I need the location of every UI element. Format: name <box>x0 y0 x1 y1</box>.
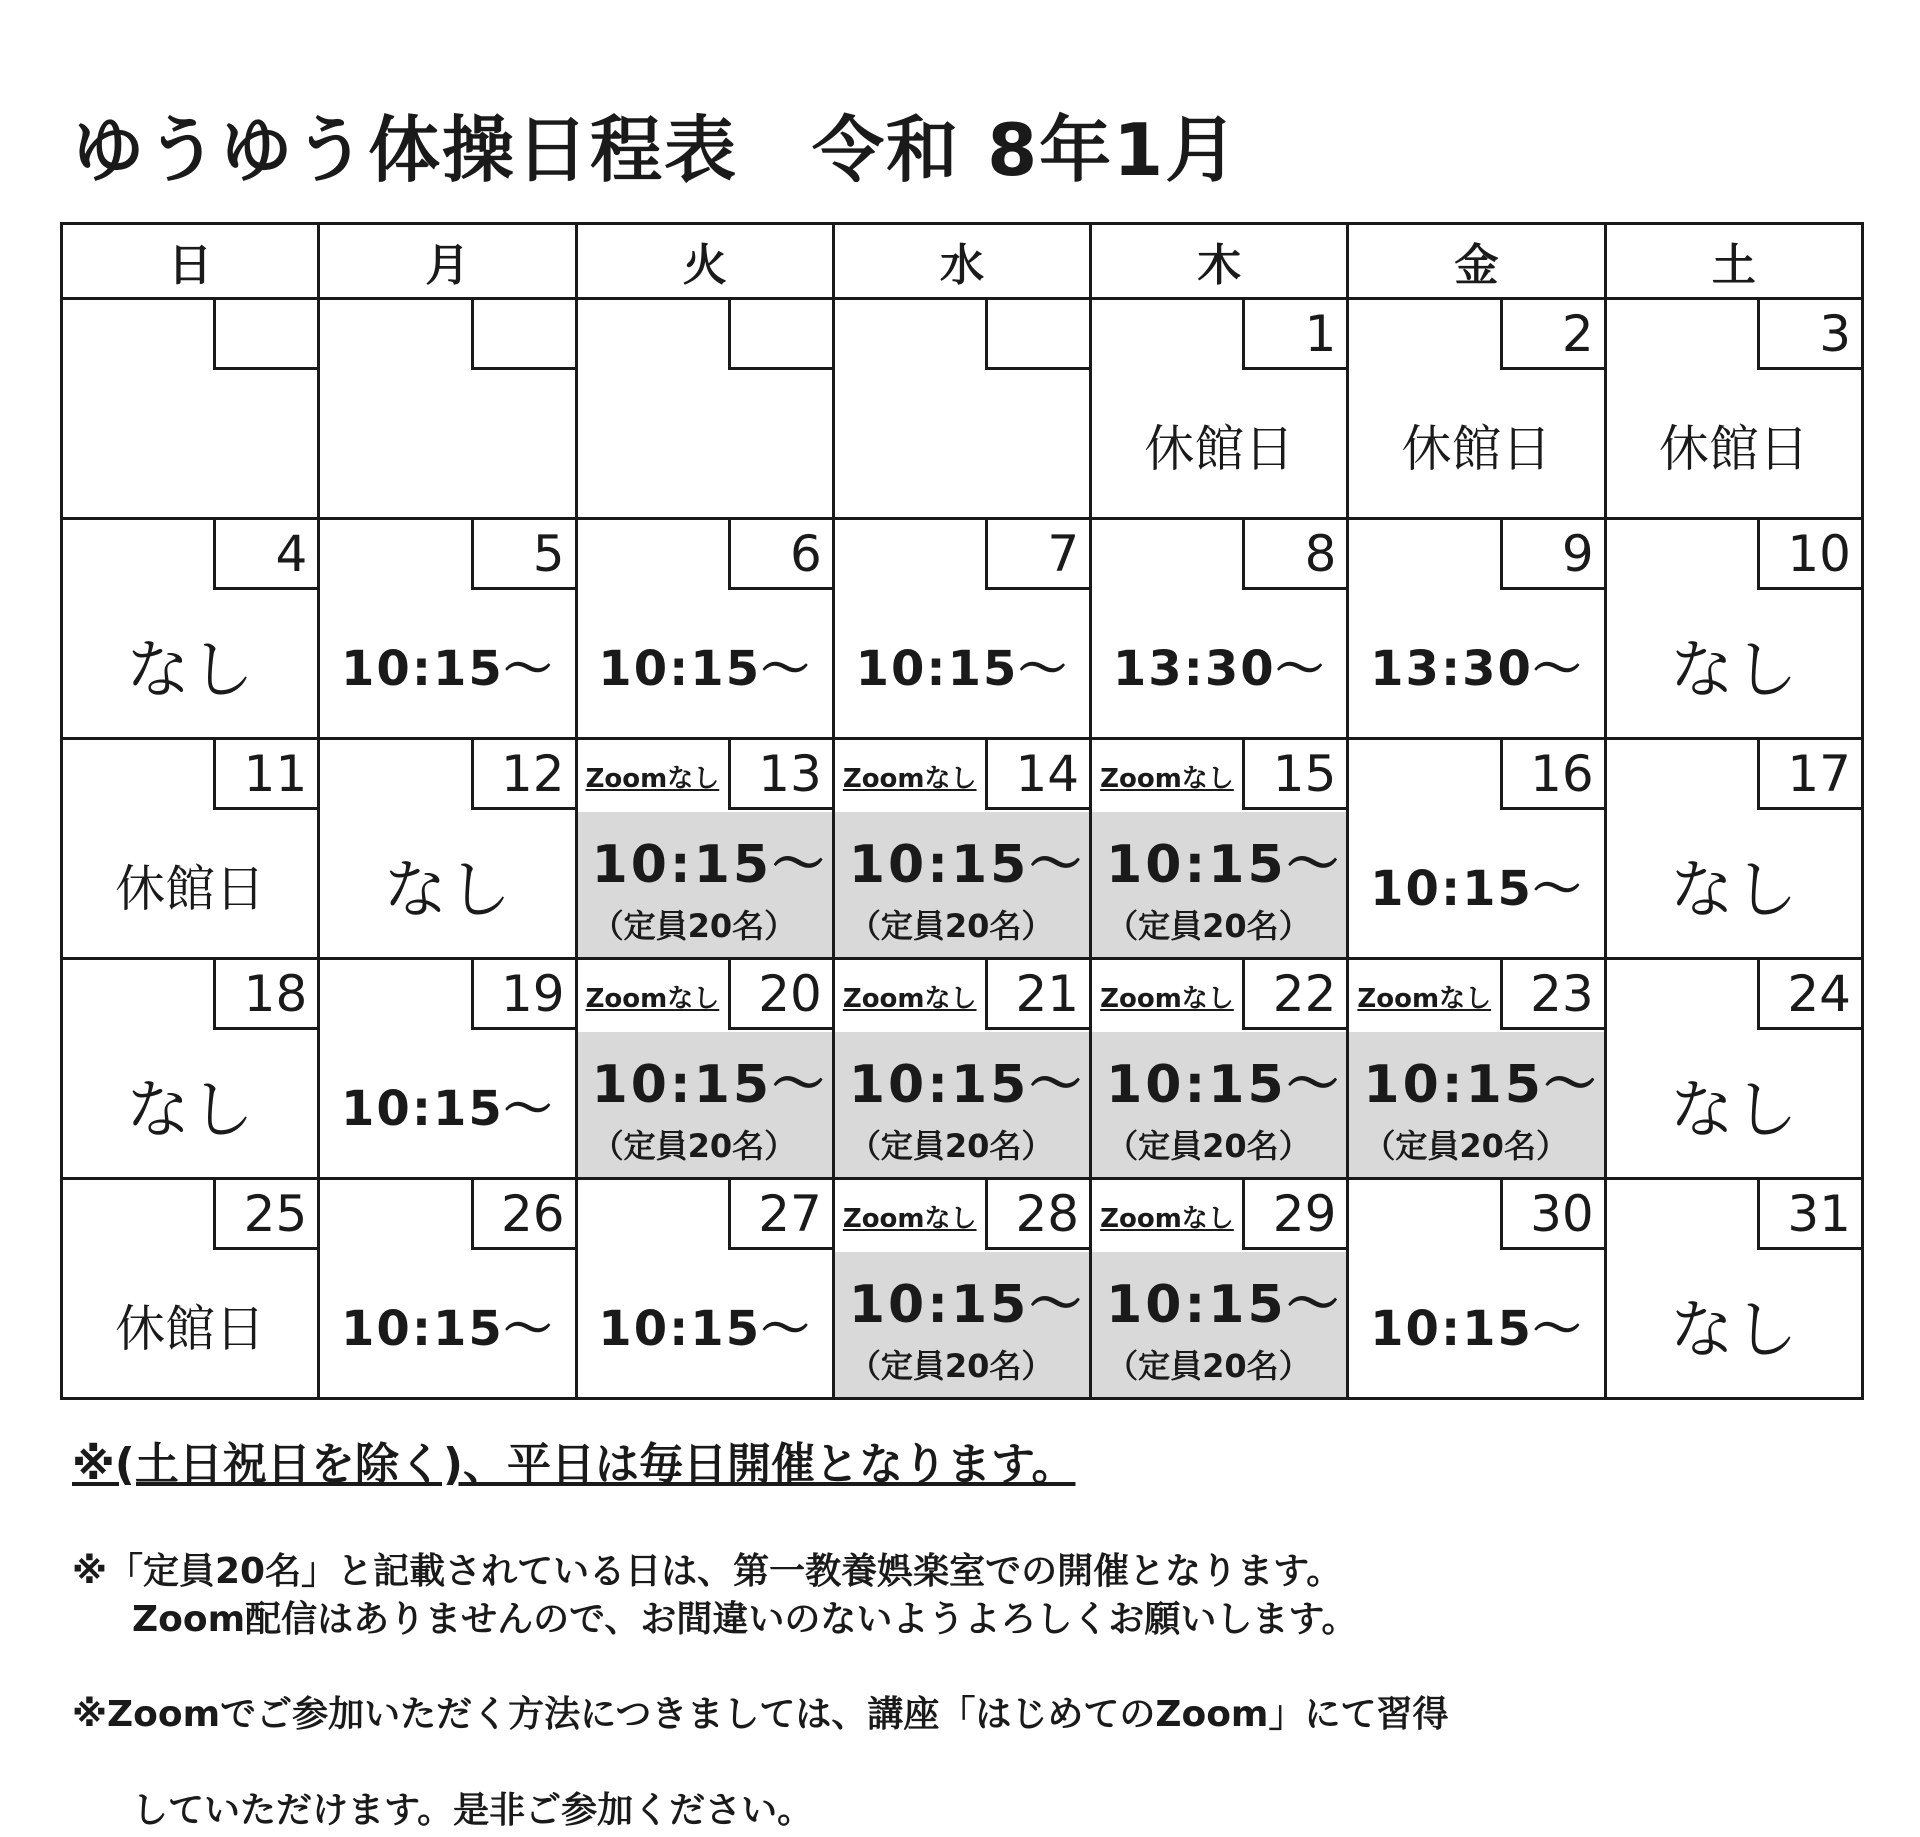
day-cell <box>576 959 833 1179</box>
day-cell-inner <box>320 960 574 1177</box>
day-content <box>63 1252 317 1397</box>
day-cell <box>1348 519 1605 739</box>
zoom-none-label: Zoomなし <box>585 764 720 794</box>
day-content <box>835 1252 1089 1397</box>
day-cell-inner <box>578 300 832 517</box>
day-content <box>1349 592 1603 737</box>
day-content <box>835 1032 1089 1177</box>
day-cell <box>1348 1179 1605 1399</box>
weekday-header: 月 <box>319 224 576 299</box>
capacity-text: （定員20名） <box>591 1127 797 1165</box>
day-cell <box>576 739 833 959</box>
day-content <box>63 592 317 737</box>
day-content <box>578 1032 832 1177</box>
day-content <box>1349 812 1603 957</box>
day-cell <box>62 519 319 739</box>
capacity-text: （定員20名） <box>591 907 797 945</box>
session-time: 10:15～ <box>848 835 1085 895</box>
day-content <box>1607 1032 1861 1177</box>
day-cell-inner <box>1092 960 1346 1177</box>
day-content <box>835 372 1089 517</box>
capacity-text: （定員20名） <box>1106 1347 1311 1385</box>
no-session-text: なし <box>1669 1073 1798 1148</box>
week-row <box>62 519 1863 739</box>
session-time: 13:30～ <box>1370 641 1583 697</box>
day-number: 4 <box>213 520 317 590</box>
weekday-header-row <box>62 224 1863 299</box>
day-content <box>320 1032 574 1177</box>
day-cell-inner <box>1607 960 1861 1177</box>
capacity-note-line2: Zoom配信はありませんので、お間違いのないようよろしくお願いします。 <box>132 1599 1358 1640</box>
zoom-none-label: Zoomなし <box>842 984 977 1014</box>
day-content <box>1349 1032 1603 1177</box>
capacity-text: （定員20名） <box>848 1347 1054 1385</box>
day-cell <box>1091 1179 1348 1399</box>
day-cell <box>576 1179 833 1399</box>
day-cell <box>1091 739 1348 959</box>
zoom-none-label: Zoomなし <box>1100 984 1234 1014</box>
day-cell <box>833 299 1090 519</box>
day-content <box>320 592 574 737</box>
day-cell-inner <box>1607 740 1861 957</box>
day-cell <box>319 739 576 959</box>
weekday-header: 木 <box>1091 224 1348 299</box>
day-number: 30 <box>1500 1180 1604 1250</box>
day-number: 5 <box>471 520 575 590</box>
day-number: 19 <box>471 960 575 1030</box>
day-number: 22 <box>1242 960 1346 1030</box>
day-number <box>728 300 832 370</box>
day-content <box>1349 372 1603 517</box>
day-content <box>1607 592 1861 737</box>
day-cell-inner <box>1349 740 1603 957</box>
session-time: 10:15～ <box>341 1081 554 1137</box>
day-number: 7 <box>985 520 1089 590</box>
session-time: 10:15～ <box>598 1301 812 1357</box>
day-content <box>320 812 574 957</box>
schedule-note: ※(土日祝日を除く)、平日は毎日開催となります。 <box>72 1439 1076 1490</box>
day-cell-inner <box>63 960 317 1177</box>
closed-day-text: 休館日 <box>1401 419 1552 478</box>
day-number: 1 <box>1242 300 1346 370</box>
day-cell <box>1091 959 1348 1179</box>
no-session-text: なし <box>1669 853 1798 928</box>
zoom-none-label: Zoomなし <box>1100 764 1234 794</box>
capacity-text: （定員20名） <box>1363 1127 1568 1165</box>
day-cell <box>576 519 833 739</box>
day-cell <box>1605 1179 1862 1399</box>
day-number: 6 <box>728 520 832 590</box>
day-cell-inner <box>320 1180 574 1397</box>
day-cell-inner <box>578 960 832 1177</box>
day-cell <box>1091 299 1348 519</box>
day-content <box>578 1252 832 1397</box>
zoom-none-label: Zoomなし <box>1357 984 1492 1014</box>
session-time: 10:15～ <box>1370 861 1583 917</box>
day-number: 31 <box>1757 1180 1861 1250</box>
week-row <box>62 739 1863 959</box>
closed-day-text: 休館日 <box>1144 419 1295 478</box>
week-row <box>62 1179 1863 1399</box>
day-cell <box>1605 739 1862 959</box>
day-cell-inner <box>578 740 832 957</box>
session-time: 10:15～ <box>1106 1055 1342 1115</box>
day-cell <box>1605 959 1862 1179</box>
week-row <box>62 959 1863 1179</box>
day-cell-inner <box>578 520 832 737</box>
day-number: 10 <box>1757 520 1861 590</box>
session-time: 10:15～ <box>1370 1301 1583 1357</box>
day-content <box>835 592 1089 737</box>
session-time: 10:15～ <box>1363 1055 1599 1115</box>
day-cell-inner <box>1092 1180 1346 1397</box>
week-row <box>62 299 1863 519</box>
zoom-none-label: Zoomなし <box>1100 1204 1234 1234</box>
day-cell <box>576 299 833 519</box>
day-cell-inner <box>63 520 317 737</box>
day-cell-inner <box>1092 520 1346 737</box>
day-number: 18 <box>213 960 317 1030</box>
day-cell <box>1605 299 1862 519</box>
day-number: 15 <box>1242 740 1346 810</box>
day-cell-inner <box>1607 300 1861 517</box>
day-cell-inner <box>320 740 574 957</box>
weekday-header: 土 <box>1605 224 1862 299</box>
day-content <box>835 812 1089 957</box>
day-content <box>1349 1252 1603 1397</box>
day-number <box>985 300 1089 370</box>
day-cell-inner <box>835 960 1089 1177</box>
day-content <box>63 812 317 957</box>
day-cell-inner <box>835 520 1089 737</box>
weekday-header: 日 <box>62 224 319 299</box>
day-cell <box>1348 739 1605 959</box>
day-cell <box>1091 519 1348 739</box>
day-cell-inner <box>1607 520 1861 737</box>
day-cell-inner <box>1349 960 1603 1177</box>
day-cell <box>1348 959 1605 1179</box>
zoom-note-line1: ※Zoomでご参加いただく方法につきましては、講座「はじめてのZoom」にて習得 <box>72 1694 1449 1735</box>
day-cell-inner <box>63 300 317 517</box>
calendar-body <box>62 299 1863 1399</box>
day-content <box>63 372 317 517</box>
day-number <box>213 300 317 370</box>
day-number: 9 <box>1500 520 1604 590</box>
day-number: 11 <box>213 740 317 810</box>
day-number: 24 <box>1757 960 1861 1030</box>
day-content <box>320 372 574 517</box>
day-content <box>63 1032 317 1177</box>
day-content <box>578 372 832 517</box>
day-content <box>1092 372 1346 517</box>
session-time: 10:15～ <box>341 1301 554 1357</box>
day-content <box>1607 812 1861 957</box>
day-cell-inner <box>63 740 317 957</box>
capacity-text: （定員20名） <box>1106 907 1311 945</box>
weekday-header: 火 <box>576 224 833 299</box>
zoom-none-label: Zoomなし <box>842 1204 977 1234</box>
day-cell <box>62 959 319 1179</box>
day-cell <box>319 1179 576 1399</box>
no-session-text: なし <box>1669 633 1798 708</box>
no-session-text: なし <box>126 1073 255 1148</box>
day-number: 2 <box>1500 300 1604 370</box>
day-cell-inner <box>63 1180 317 1397</box>
capacity-text: （定員20名） <box>848 1127 1054 1165</box>
session-time: 10:15～ <box>598 641 812 697</box>
day-number: 14 <box>985 740 1089 810</box>
session-time: 10:15～ <box>341 641 554 697</box>
session-time: 10:15～ <box>591 1055 828 1115</box>
day-number: 16 <box>1500 740 1604 810</box>
no-session-text: なし <box>126 633 255 708</box>
closed-day-text: 休館日 <box>1658 419 1809 478</box>
day-number: 17 <box>1757 740 1861 810</box>
day-cell-inner <box>1349 300 1603 517</box>
day-content <box>578 812 832 957</box>
day-cell <box>319 519 576 739</box>
day-cell <box>62 1179 319 1399</box>
day-number: 3 <box>1757 300 1861 370</box>
no-session-text: なし <box>383 853 512 928</box>
session-time: 13:30～ <box>1112 641 1326 697</box>
day-cell <box>833 519 1090 739</box>
day-cell <box>319 959 576 1179</box>
weekday-header: 水 <box>833 224 1090 299</box>
weekday-header: 金 <box>1348 224 1605 299</box>
day-cell-inner <box>1607 1180 1861 1397</box>
day-content <box>578 592 832 737</box>
session-time: 10:15～ <box>1106 835 1342 895</box>
capacity-text: （定員20名） <box>1106 1127 1311 1165</box>
page-title: ゆうゆう体操日程表 令和 8年1月 <box>72 108 1240 192</box>
day-cell <box>1605 519 1862 739</box>
day-content <box>1607 372 1861 517</box>
capacity-text: （定員20名） <box>848 907 1054 945</box>
day-cell-inner <box>1349 1180 1603 1397</box>
day-number <box>471 300 575 370</box>
day-cell-inner <box>1092 300 1346 517</box>
zoom-none-label: Zoomなし <box>842 764 977 794</box>
session-time: 10:15～ <box>1106 1275 1342 1335</box>
no-session-text: なし <box>1669 1293 1798 1368</box>
day-cell-inner <box>1092 740 1346 957</box>
day-number: 21 <box>985 960 1089 1030</box>
day-content <box>1607 1252 1861 1397</box>
day-cell-inner <box>320 300 574 517</box>
closed-day-text: 休館日 <box>115 1299 266 1358</box>
day-number: 27 <box>728 1180 832 1250</box>
zoom-none-label: Zoomなし <box>585 984 720 1014</box>
day-number: 26 <box>471 1180 575 1250</box>
session-time: 10:15～ <box>848 1275 1085 1335</box>
day-content <box>320 1252 574 1397</box>
day-cell <box>319 299 576 519</box>
day-content <box>1092 812 1346 957</box>
closed-day-text: 休館日 <box>115 859 266 918</box>
day-number: 13 <box>728 740 832 810</box>
zoom-note-line2: していただけます。是非ご参加ください。 <box>132 1790 814 1831</box>
day-cell <box>1348 299 1605 519</box>
day-number: 29 <box>1242 1180 1346 1250</box>
day-cell-inner <box>320 520 574 737</box>
day-cell <box>833 1179 1090 1399</box>
day-cell <box>62 299 319 519</box>
day-number: 12 <box>471 740 575 810</box>
session-time: 10:15～ <box>855 641 1069 697</box>
day-cell <box>62 739 319 959</box>
day-cell <box>833 739 1090 959</box>
session-time: 10:15～ <box>591 835 828 895</box>
day-content <box>1092 1252 1346 1397</box>
day-cell <box>833 959 1090 1179</box>
day-content <box>1092 1032 1346 1177</box>
day-number: 8 <box>1242 520 1346 590</box>
day-number: 23 <box>1500 960 1604 1030</box>
day-cell-inner <box>835 300 1089 517</box>
day-cell-inner <box>835 1180 1089 1397</box>
day-number: 20 <box>728 960 832 1030</box>
day-cell-inner <box>1349 520 1603 737</box>
capacity-note-line1: ※「定員20名」と記載されている日は、第一教養娯楽室での開催となります。 <box>72 1551 1343 1592</box>
day-number: 28 <box>985 1180 1089 1250</box>
day-cell-inner <box>578 1180 832 1397</box>
calendar-table <box>60 222 1864 1400</box>
session-time: 10:15～ <box>848 1055 1085 1115</box>
day-cell-inner <box>835 740 1089 957</box>
day-content <box>1092 592 1346 737</box>
day-number: 25 <box>213 1180 317 1250</box>
